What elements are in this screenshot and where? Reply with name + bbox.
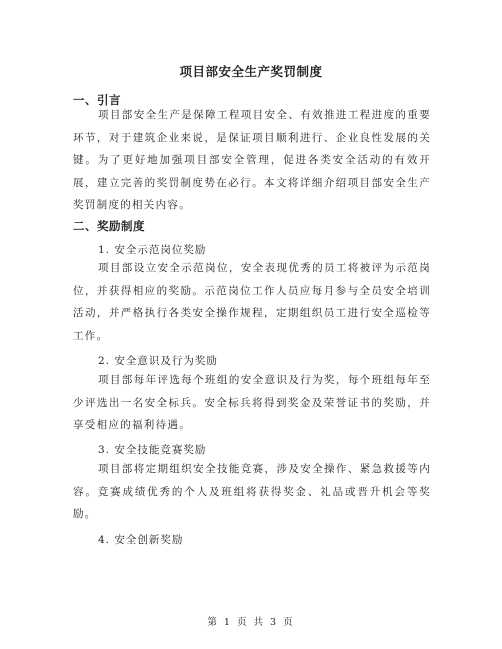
reward-item-title-2: 2. 安全意识及行为奖励 xyxy=(98,355,218,367)
reward-item-title-4: 4. 安全创新奖励 xyxy=(98,534,184,546)
document-title: 项目部安全生产奖罚制度 xyxy=(179,64,323,79)
page-number-footer: 第 1 页 共 3 页 xyxy=(207,617,295,628)
section-heading-rewards: 二、奖励制度 xyxy=(73,219,145,233)
reward-item-paragraph-2: 项目部每年评选每个班组的安全意识及行为奖，每个班组每年至少评选出一名安全标兵。安全标兵将得到奖金及荣誉证书的奖励，并享受相应的福利待遇。 xyxy=(73,374,431,432)
reward-item-title-3: 3. 安全技能竞赛奖励 xyxy=(98,444,207,456)
reward-item-paragraph-1: 项目部设立安全示范岗位，安全表现优秀的员工将被评为示范岗位，并获得相应的奖励。示范岗位工作人员应每月参与全员安全培训活动，并严格执行各类安全操作规程，定期组织员工进行安全巡检等工作。 xyxy=(73,262,431,342)
reward-item-title-1: 1. 安全示范岗位奖励 xyxy=(98,244,207,256)
introduction-paragraph: 项目部安全生产是保障工程项目安全、有效推进工程进度的重要环节，对于建筑企业来说，是保证项目顺利进行、企业良性发展的关键。为了更好地加强项目部安全管理，促进各类安全活动的有效开展，建立完善的奖罚制度势在必行。本文将详细介绍项目部安全生产奖罚制度的相关内容。 xyxy=(73,109,431,212)
section-heading-introduction: 一、引言 xyxy=(73,93,121,107)
reward-item-paragraph-3: 项目部将定期组织安全技能竞赛，涉及安全操作、紧急救援等内容。竞赛成绩优秀的个人及班组将获得奖金、礼品或晋升机会等奖励。 xyxy=(73,463,431,521)
